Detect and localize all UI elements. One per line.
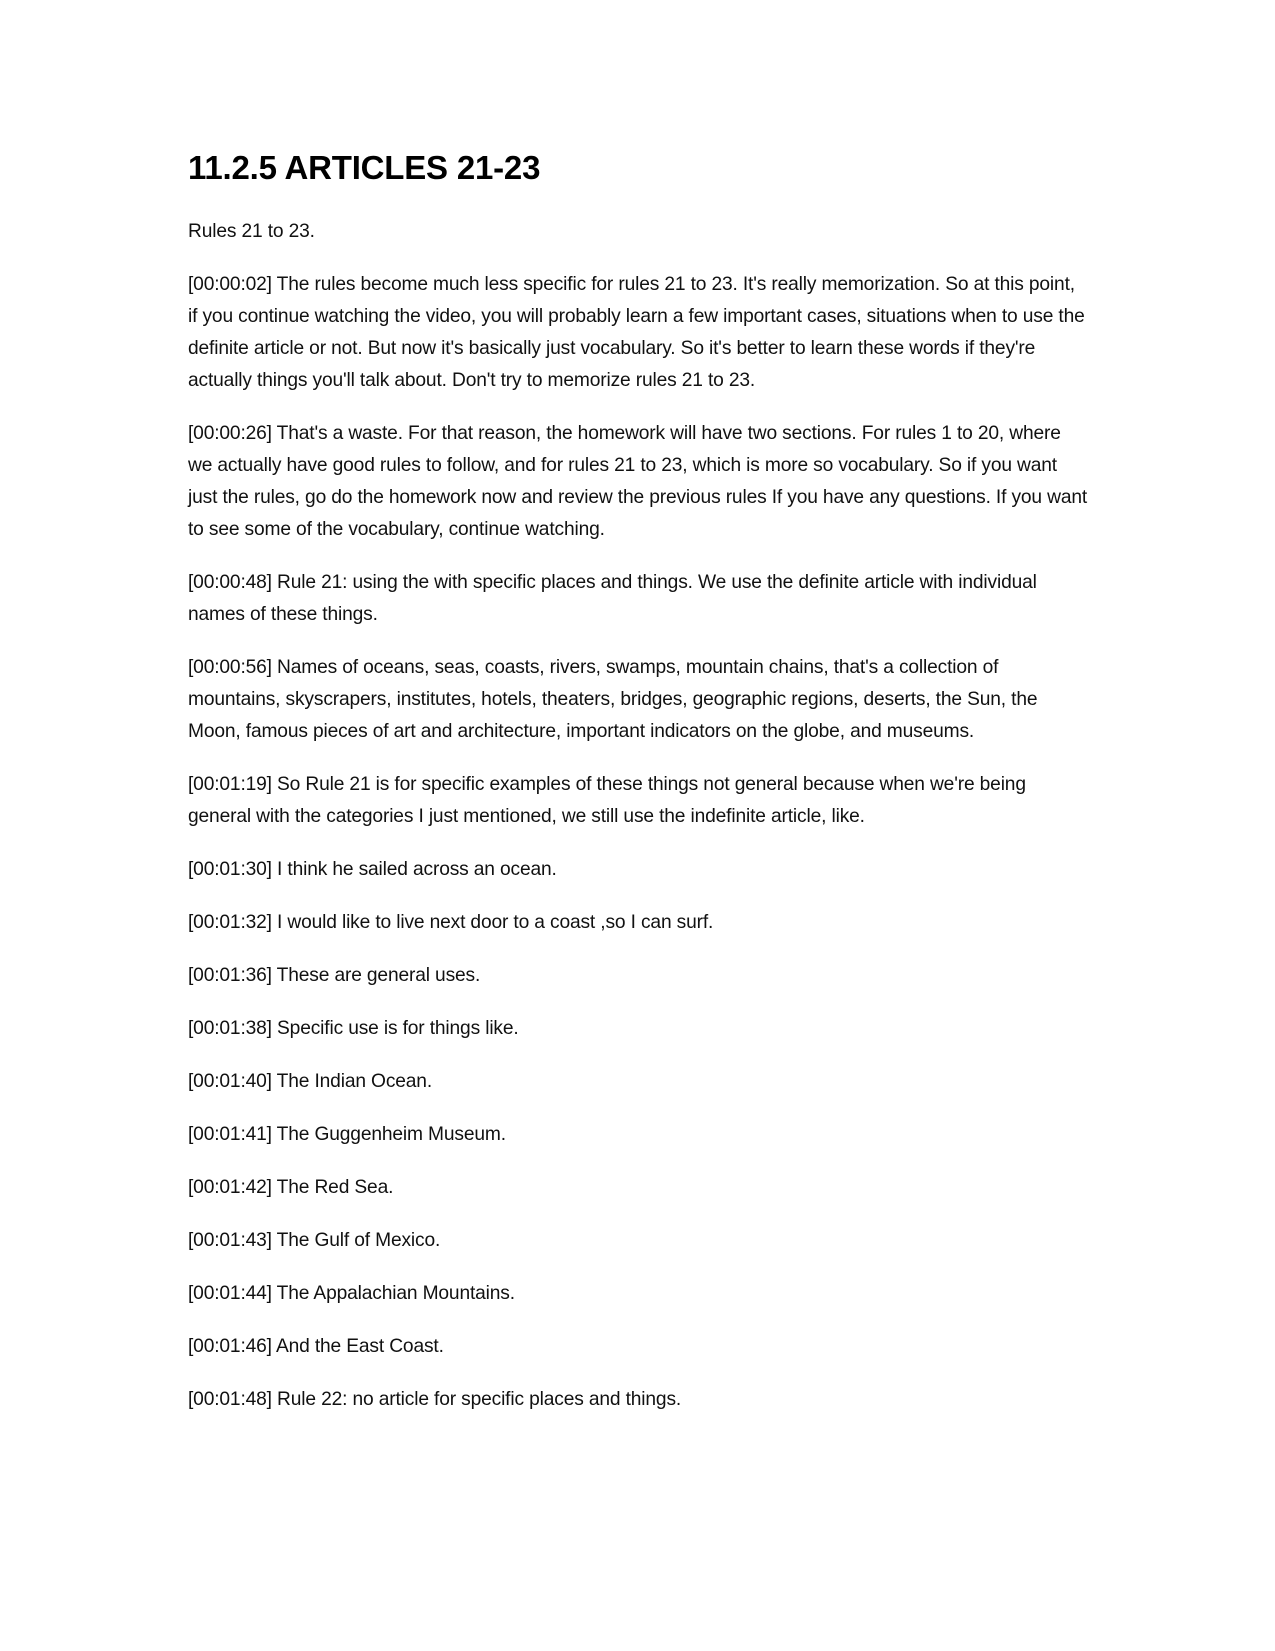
paragraph-transcript: [00:01:38] Specific use is for things like. <box>188 1018 519 1039</box>
paragraph-transcript: [00:01:36] These are general uses. <box>188 965 481 986</box>
paragraph-transcript: [00:00:48] Rule 21: using the with specific places and things. We use the definite article with individual names of these things. <box>188 572 1037 625</box>
paragraph-transcript: [00:00:02] The rules become much less specific for rules 21 to 23. It's really memorization. So at this point, if you continue watching the video, you will probably learn a few important cases, situations when to use the definite article or not. But now it's basically just vocabulary. So it's better to learn these words if they're actually things you'll talk about. Don't try to memorize rules 21 to 23. <box>188 274 1085 391</box>
paragraph-transcript: [00:01:30] I think he sailed across an ocean. <box>188 859 557 880</box>
paragraph-intro: Rules 21 to 23. <box>188 221 315 242</box>
paragraph-transcript: [00:01:43] The Gulf of Mexico. <box>188 1230 441 1251</box>
document-title: 11.2.5 ARTICLES 21-23 <box>188 149 541 186</box>
paragraph-transcript: [00:00:56] Names of oceans, seas, coasts, rivers, swamps, mountain chains, that's a collection of mountains, skyscrapers, institutes, hotels, theaters, bridges, geographic regions, deserts, the Sun, the Moon, famous pieces of art and architecture, important indicators on the globe, and museums. <box>188 657 1038 742</box>
paragraph-transcript: [00:01:48] Rule 22: no article for specific places and things. <box>188 1389 682 1410</box>
paragraph-transcript: [00:01:44] The Appalachian Mountains. <box>188 1283 515 1304</box>
document-page <box>188 148 1088 1437</box>
paragraph-transcript: [00:01:46] And the East Coast. <box>188 1336 444 1357</box>
document-body <box>188 216 1088 1416</box>
paragraph-transcript: [00:01:42] The Red Sea. <box>188 1177 394 1198</box>
paragraph-transcript: [00:01:19] So Rule 21 is for specific examples of these things not general because when we're being general with the categories I just mentioned, we still use the indefinite article, like. <box>188 774 1026 827</box>
paragraph-transcript: [00:01:32] I would like to live next door to a coast ,so I can surf. <box>188 912 714 933</box>
paragraph-transcript: [00:01:41] The Guggenheim Museum. <box>188 1124 506 1145</box>
paragraph-transcript: [00:01:40] The Indian Ocean. <box>188 1071 433 1092</box>
paragraph-transcript: [00:00:26] That's a waste. For that reason, the homework will have two sections. For rules 1 to 20, where we actually have good rules to follow, and for rules 21 to 23, which is more so vocabulary. So if you want just the rules, go do the homework now and review the previous rules If you have any questions. If you want to see some of the vocabulary, continue watching. <box>188 423 1088 540</box>
